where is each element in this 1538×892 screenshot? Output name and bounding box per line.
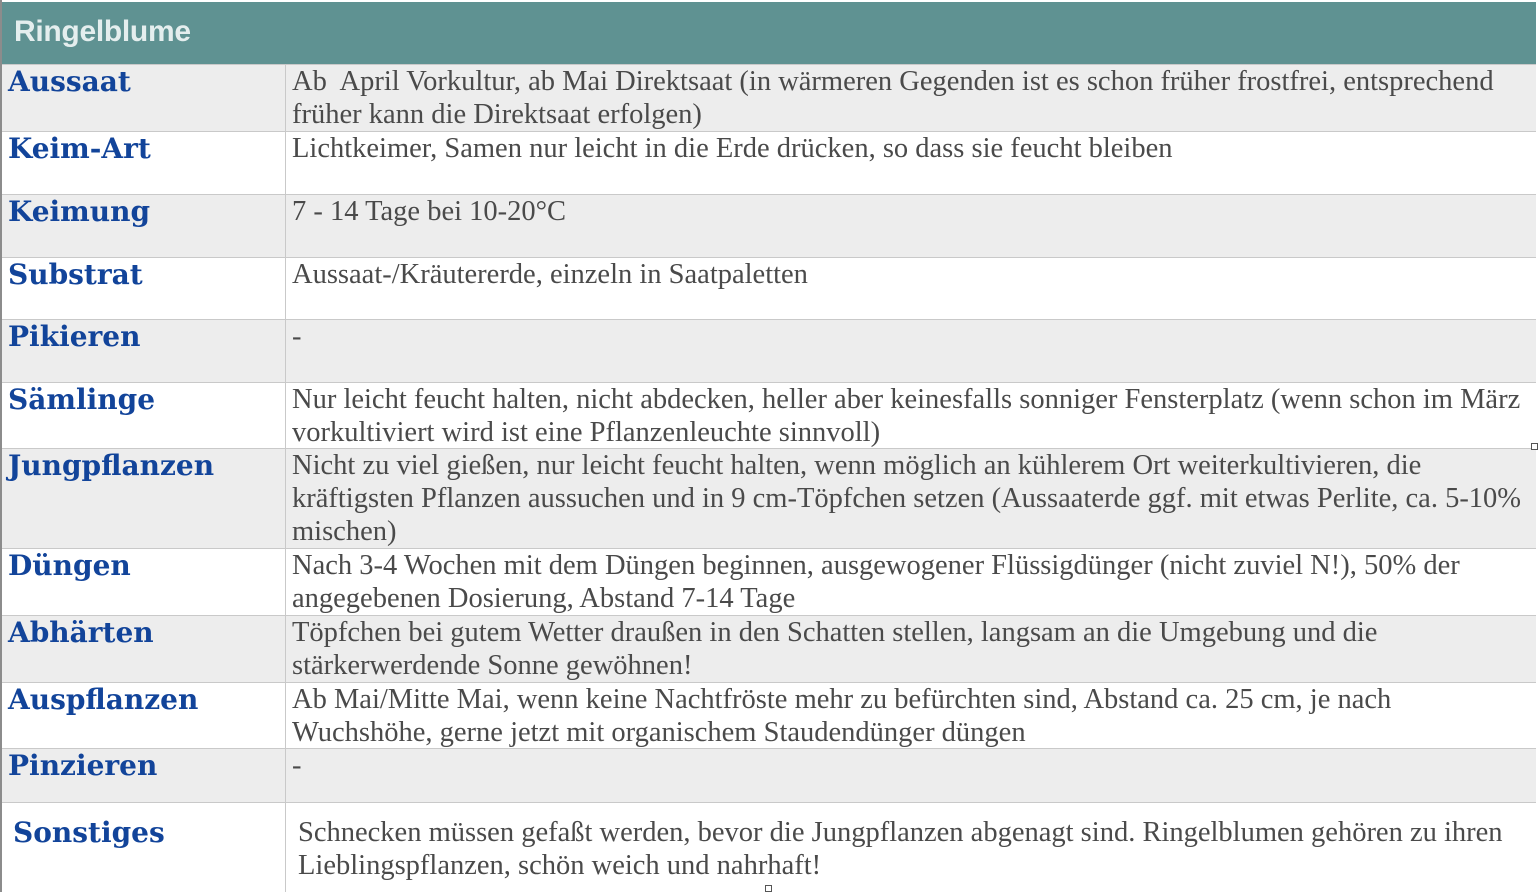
row-label: Abhärten bbox=[8, 616, 154, 649]
row-label: Keim-Art bbox=[8, 132, 151, 165]
table-row-keim-art bbox=[2, 131, 1536, 194]
row-value: - bbox=[292, 321, 302, 352]
row-label: Aussaat bbox=[8, 65, 131, 98]
row-label: Substrat bbox=[8, 258, 143, 291]
row-label: Keimung bbox=[8, 195, 151, 228]
table-row-substrat bbox=[2, 257, 1536, 319]
row-label: Sämlinge bbox=[8, 383, 156, 416]
row-label: Pinzieren bbox=[8, 749, 158, 782]
row-value: - bbox=[292, 750, 302, 781]
row-value: Töpfchen bei gutem Wetter draußen in den Schatten stellen, langsam an die Umgebung und die stärkerwerdende Sonne gewöhnen! bbox=[292, 617, 1378, 681]
row-value: Nach 3-4 Wochen mit dem Düngen beginnen, ausgewogener Flüssigdünger (nicht zuviel N!), 50% der angegebenen Dosierung, Abstand 7-14 Tage bbox=[292, 550, 1460, 614]
row-label: Jungpflanzen bbox=[8, 449, 215, 482]
row-label: Pikieren bbox=[8, 320, 141, 353]
row-value: Aussaat-/Kräutererde, einzeln in Saatpaletten bbox=[292, 259, 808, 290]
table-row-sonstiges bbox=[2, 802, 1536, 892]
resize-handle-right[interactable] bbox=[1531, 443, 1538, 450]
row-label: Düngen bbox=[8, 549, 131, 582]
row-value: Lichtkeimer, Samen nur leicht in die Erde drücken, so dass sie feucht bleiben bbox=[292, 133, 1173, 164]
table-row-pikieren bbox=[2, 319, 1536, 382]
table-row-auspflanzen bbox=[2, 682, 1536, 748]
row-value: Ab April Vorkultur, ab Mai Direktsaat (in wärmeren Gegenden ist es schon früher frostfrei, entsprechend früher kann die Direktsaat erfolgen) bbox=[292, 66, 1494, 130]
table-row-saemlinge bbox=[2, 382, 1536, 448]
table-row-pinzieren bbox=[2, 748, 1536, 802]
row-value: Nur leicht feucht halten, nicht abdecken, heller aber keinesfalls sonniger Fensterplatz (wenn schon im März vorkultiviert wird ist eine Pflanzenleuchte sinnvoll) bbox=[292, 384, 1521, 448]
resize-handle-bottom[interactable] bbox=[765, 885, 772, 892]
row-value: Nicht zu viel gießen, nur leicht feucht halten, wenn möglich an kühlerem Ort weiterkultivieren, die kräftigsten Pflanzen aussuchen und in 9 cm-Töpfchen setzen (Aussaaterde ggf. mit etwas Perlite, ca. 5-10% mischen) bbox=[292, 450, 1522, 547]
table-row-duengen bbox=[2, 548, 1536, 615]
table-row-abhaerten bbox=[2, 615, 1536, 682]
row-value: Schnecken müssen gefaßt werden, bevor die Jungpflanzen abgenagt sind. Ringelblumen gehören zu ihren Lieblingspflanzen, schön weich und nahrhaft! bbox=[298, 817, 1503, 881]
row-value: Ab Mai/Mitte Mai, wenn keine Nachtfröste mehr zu befürchten sind, Abstand ca. 25 cm, je nach Wuchshöhe, gerne jetzt mit organischem Staudendünger düngen bbox=[292, 684, 1392, 748]
row-label: Auspflanzen bbox=[8, 683, 199, 716]
table-header bbox=[2, 2, 1536, 64]
table-title: Ringelblume bbox=[14, 15, 191, 48]
table-row-keimung bbox=[2, 194, 1536, 257]
row-value: 7 - 14 Tage bei 10-20°C bbox=[292, 196, 567, 227]
row-label: Sonstiges bbox=[13, 816, 165, 849]
table-row-jungpflanzen bbox=[2, 448, 1536, 548]
table-row-aussaat bbox=[2, 64, 1536, 131]
